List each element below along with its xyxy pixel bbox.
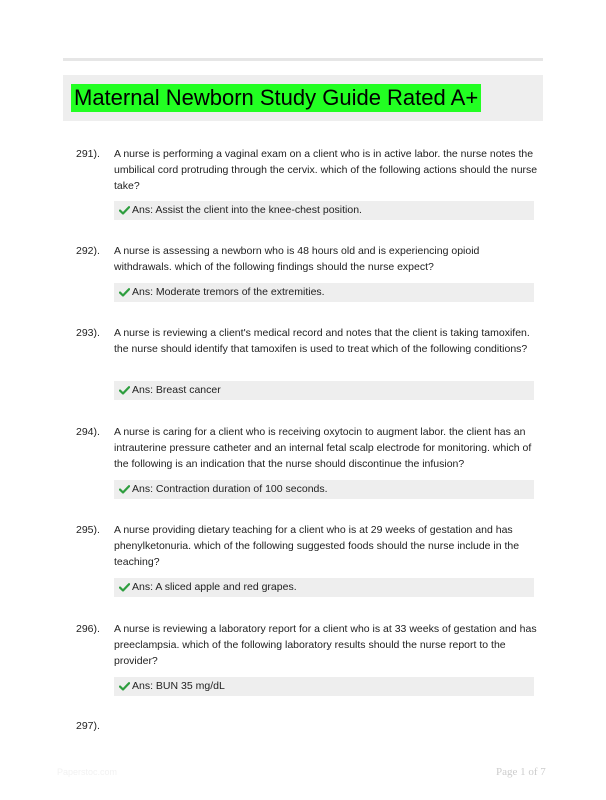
- answer-box: [114, 201, 534, 220]
- answer-box: [114, 283, 534, 302]
- check-icon: [119, 485, 130, 494]
- question-number: 297).: [76, 720, 100, 732]
- answer-text: Ans: Contraction duration of 100 seconds.: [132, 483, 328, 495]
- document-title: Maternal Newborn Study Guide Rated A+: [71, 84, 481, 112]
- check-icon: [119, 583, 130, 592]
- answer-box: [114, 381, 534, 400]
- answer-box: [114, 480, 534, 499]
- answer-text: Ans: A sliced apple and red grapes.: [132, 581, 297, 593]
- check-icon: [119, 682, 130, 691]
- top-divider: [63, 58, 543, 61]
- check-icon: [119, 206, 130, 215]
- question-text: A nurse providing dietary teaching for a client who is at 29 weeks of gestation and has phenylketonuria. which of the following suggested foods should the nurse include in the teaching?: [114, 524, 520, 568]
- page-indicator: Page 1 of 7: [496, 766, 546, 778]
- question-text: A nurse is reviewing a client's medical record and notes that the client is taking tamoxifen. the nurse should identify that tamoxifen is used to treat which of the following conditions?: [114, 327, 530, 355]
- check-icon: [119, 288, 130, 297]
- question-number: 292).: [76, 245, 100, 257]
- question-text: A nurse is assessing a newborn who is 48 hours old and is experiencing opioid withdrawals. which of the following findings should the nurse expect?: [114, 245, 480, 273]
- answer-text: Ans: Moderate tremors of the extremities.: [132, 286, 325, 298]
- answer-box: [114, 677, 534, 696]
- answer-text: Ans: Assist the client into the knee-chest position.: [132, 204, 362, 216]
- question-number: 295).: [76, 524, 100, 536]
- question-text: A nurse is caring for a client who is receiving oxytocin to augment labor. the client has an intrauterine pressure catheter and an internal fetal scalp electrode for monitoring. which of the following is an indication that the nurse should discontinue the infusion?: [114, 426, 532, 470]
- title-band: [63, 75, 543, 121]
- question-number: 296).: [76, 623, 100, 635]
- question-number: 293).: [76, 327, 100, 339]
- question-text: A nurse is reviewing a laboratory report for a client who is at 33 weeks of gestation and has preeclampsia. which of the following laboratory results should the nurse report to the provider?: [114, 623, 537, 667]
- answer-text: Ans: Breast cancer: [132, 384, 221, 396]
- question-text: A nurse is performing a vaginal exam on a client who is in active labor. the nurse notes the umbilical cord protruding through the cervix. which of the following actions should the nurse take?: [114, 148, 538, 192]
- footer-site: Paperstoc.com: [57, 767, 118, 777]
- answer-text: Ans: BUN 35 mg/dL: [132, 680, 225, 692]
- question-number: 294).: [76, 426, 100, 438]
- answer-box: [114, 578, 534, 597]
- question-number: 291).: [76, 148, 100, 160]
- check-icon: [119, 386, 130, 395]
